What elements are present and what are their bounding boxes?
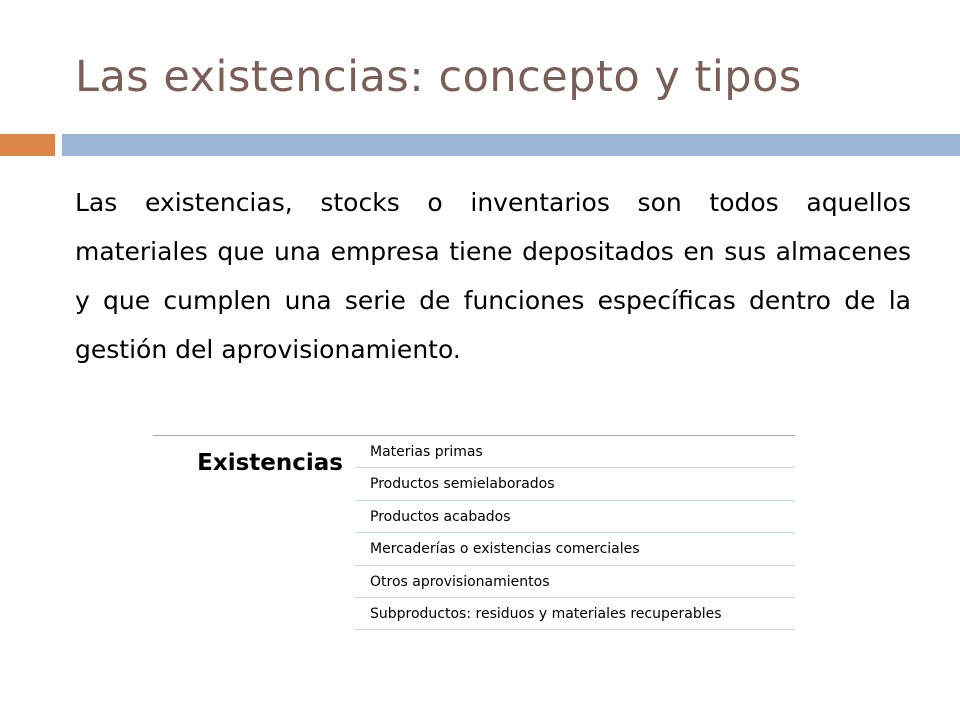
list-item: Otros aprovisionamientos	[355, 566, 795, 598]
list-item: Materias primas	[355, 436, 795, 468]
definition-paragraph: Las existencias, stocks o inventarios son todos aquellos materiales que una empresa tiene depositados en sus almacenes y que cumplen una serie de funciones específicas dentro de la gestión del aprovisionamiento.	[75, 188, 911, 364]
category-items-list	[355, 435, 795, 630]
list-item: Subproductos: residuos y materiales recuperables	[355, 598, 795, 630]
category-label: Existencias	[197, 450, 343, 476]
title-accent-bar-orange	[0, 134, 55, 156]
list-item: Mercaderías o existencias comerciales	[355, 533, 795, 565]
title-accent-bar-blue	[62, 134, 960, 156]
slide-title: Las existencias: concepto y tipos	[75, 52, 802, 102]
diagram-category	[153, 435, 355, 476]
list-item: Productos semielaborados	[355, 468, 795, 500]
list-item: Productos acabados	[355, 501, 795, 533]
